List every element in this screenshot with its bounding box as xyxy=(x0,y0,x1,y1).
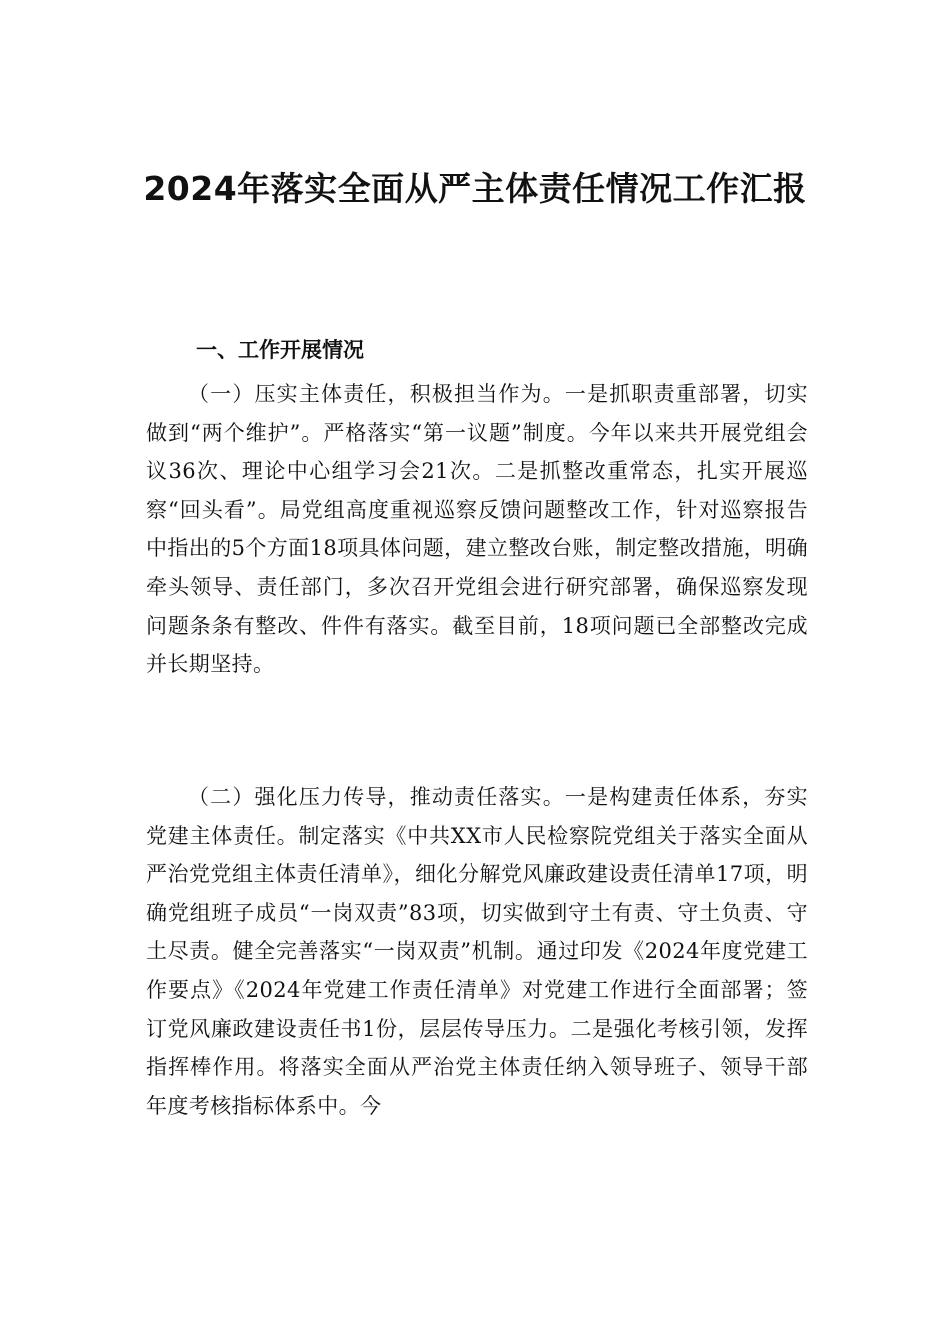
body-paragraph: （二）强化压力传导，推动责任落实。一是构建责任体系，夯实党建主体责任。制定落实《中共XX市人民检察院党组关于落实全面从严治党党组主体责任清单》，细化分解党风廉政建设责任清单17项，明确党组班子成员“一岗双责”83项，切实做到守土有责、守土负责、守土尽责。健全完善落实“一岗双责”机制。通过印发《2024年度党建工作要点》《2024年党建工作责任清单》对党建工作进行全面部署；签订党风廉政建设责任书1份，层层传导压力。二是强化考核引领，发挥指挥棒作用。将落实全面从严治党主体责任纳入领导班子、领导干部年度考核指标体系中。今 xyxy=(146,785,808,1118)
section-heading: 一、工作开展情况 xyxy=(196,338,364,362)
document-title: 2024年落实全面从严主体责任情况工作汇报 xyxy=(143,169,807,208)
body-paragraph: （一）压实主体责任，积极担当作为。一是抓职责重部署，切实做到“两个维护”。严格落实“第一议题”制度。今年以来共开展党组会议36次、理论中心组学习会21次。二是抓整改重常态，扎实开展巡察“回头看”。局党组高度重视巡察反馈问题整改工作，针对巡察报告中指出的5个方面18项具体问题，建立整改台账，制定整改措施，明确牵头领导、责任部门，多次召开党组会进行研究部署，确保巡察发现问题条条有整改、件件有落实。截至目前，18项问题已全部整改完成并长期坚持。 xyxy=(146,382,808,677)
